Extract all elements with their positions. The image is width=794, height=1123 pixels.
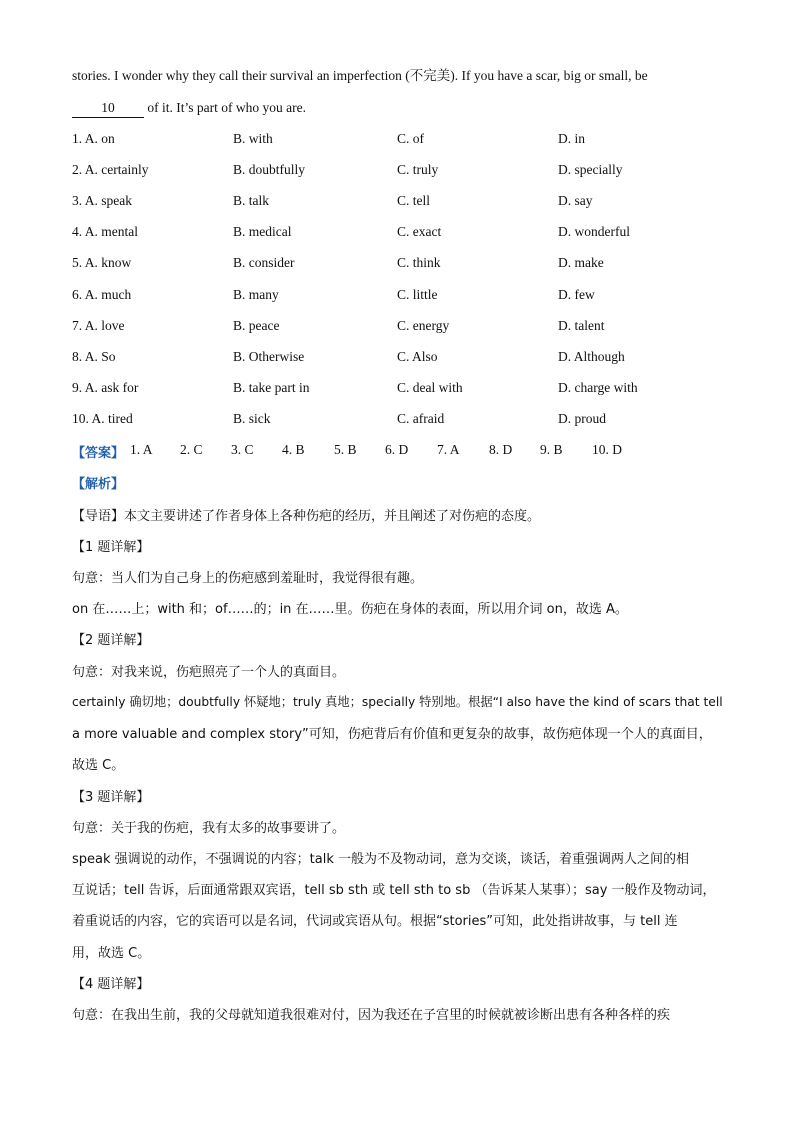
- option-b: B. Otherwise: [233, 349, 305, 364]
- option-c: C. little: [397, 287, 438, 302]
- question-row: [72, 224, 732, 242]
- option-c: C. tell: [397, 193, 430, 208]
- option-d: D. proud: [558, 411, 606, 426]
- answer-item: 10. D: [592, 442, 622, 457]
- option-d: D. say: [558, 193, 593, 208]
- option-c: C. afraid: [397, 411, 445, 426]
- option-a: 6. A. much: [72, 287, 132, 302]
- answer-item: 9. B: [540, 442, 563, 457]
- q3-explanation-line: 用，故选 C。: [72, 946, 151, 961]
- q4-meaning: 句意：在我出生前，我的父母就知道我很难对付，因为我还在子宫里的时候就被诊断出患有各种各样的疾: [72, 1008, 671, 1023]
- option-b: B. consider: [233, 255, 295, 270]
- question-row: [72, 318, 732, 336]
- option-d: D. specially: [558, 162, 623, 177]
- q4-heading: 【4 题详解】: [72, 977, 150, 992]
- intro-paragraph: 【导语】本文主要讲述了作者身体上各种伤疤的经历，并且阐述了对伤疤的态度。: [72, 509, 541, 524]
- answer-item: 3. C: [231, 442, 254, 457]
- answer-item: 4. B: [282, 442, 305, 457]
- option-c: C. of: [397, 131, 424, 146]
- q3-heading: 【3 题详解】: [72, 790, 150, 805]
- answer-label: 【答案】: [72, 446, 125, 461]
- answer-item: 8. D: [489, 442, 513, 457]
- option-d: D. wonderful: [558, 224, 630, 239]
- option-b: B. medical: [233, 224, 292, 239]
- q1-explanation: on 在……上；with 和；of……的；in 在……里。伤疤在身体的表面，所以用介词 on，故选 A。: [72, 602, 628, 617]
- option-d: D. few: [558, 287, 595, 302]
- option-d: D. make: [558, 255, 604, 270]
- option-a: 2. A. certainly: [72, 162, 149, 177]
- q2-meaning: 句意：对我来说，伤疤照亮了一个人的真面目。: [72, 665, 346, 680]
- option-a: 1. A. on: [72, 131, 115, 146]
- passage-line-2: [72, 99, 306, 118]
- q2-explanation-line: 故选 C。: [72, 758, 125, 773]
- q3-explanation-line: 互说话；tell 告诉，后面通常跟双宾语，tell sb sth 或 tell sth to sb （告诉某人某事）；say 一般作及物动词，: [72, 883, 716, 898]
- q2-explanation-line: certainly 确切地；doubtfully 怀疑地；truly 真地；specially 特别地。根据“I also have the kind of scars that tell: [72, 695, 723, 709]
- option-b: B. many: [233, 287, 279, 302]
- question-row: [72, 193, 732, 211]
- q1-heading: 【1 题详解】: [72, 540, 150, 555]
- option-d: D. talent: [558, 318, 605, 333]
- q3-meaning: 句意：关于我的伤疤，我有太多的故事要讲了。: [72, 821, 346, 836]
- option-b: B. take part in: [233, 380, 310, 395]
- question-row: [72, 411, 732, 429]
- option-c: C. energy: [397, 318, 450, 333]
- option-c: C. exact: [397, 224, 442, 239]
- option-c: C. think: [397, 255, 441, 270]
- q2-heading: 【2 题详解】: [72, 633, 150, 648]
- answer-item: 2. C: [180, 442, 203, 457]
- option-d: D. in: [558, 131, 585, 146]
- question-row: [72, 255, 732, 273]
- question-row: [72, 162, 732, 180]
- option-d: D. charge with: [558, 380, 638, 395]
- answer-item: 5. B: [334, 442, 357, 457]
- option-b: B. with: [233, 131, 273, 146]
- option-b: B. doubtfully: [233, 162, 306, 177]
- question-row: [72, 380, 732, 398]
- question-row: [72, 131, 732, 149]
- passage-line-1: stories. I wonder why they call their survival an imperfection (不完美). If you have a scar, big or small, be: [72, 68, 648, 83]
- option-c: C. truly: [397, 162, 439, 177]
- blank-10: 10: [72, 99, 144, 118]
- answer-row: [72, 442, 732, 460]
- option-a: 5. A. know: [72, 255, 132, 270]
- question-row: [72, 287, 732, 305]
- option-a: 7. A. love: [72, 318, 125, 333]
- passage-line-2-rest: of it. It’s part of who you are.: [144, 100, 306, 115]
- option-b: B. talk: [233, 193, 269, 208]
- q2-explanation-line: a more valuable and complex story”可知，伤疤背后有价值和更复杂的故事，故伤疤体现一个人的真面目，: [72, 727, 712, 742]
- q1-meaning: 句意：当人们为自己身上的伤疤感到羞耻时，我觉得很有趣。: [72, 571, 424, 586]
- answer-item: 1. A: [130, 442, 153, 457]
- option-d: D. Although: [558, 349, 625, 364]
- analysis-heading: 【解析】: [72, 477, 125, 492]
- answer-item: 7. A: [437, 442, 460, 457]
- answer-item: 6. D: [385, 442, 409, 457]
- option-a: 4. A. mental: [72, 224, 138, 239]
- option-a: 10. A. tired: [72, 411, 133, 426]
- option-c: C. deal with: [397, 380, 463, 395]
- q3-explanation-line: speak 强调说的动作，不强调说的内容；talk 一般为不及物动词，意为交谈，谈话，着重强调两人之间的相: [72, 852, 689, 867]
- option-a: 3. A. speak: [72, 193, 132, 208]
- option-a: 9. A. ask for: [72, 380, 139, 395]
- option-b: B. peace: [233, 318, 280, 333]
- option-b: B. sick: [233, 411, 271, 426]
- option-c: C. Also: [397, 349, 438, 364]
- q3-explanation-line: 着重说话的内容，它的宾语可以是名词，代词或宾语从句。根据“stories”可知，此处指讲故事，与 tell 连: [72, 914, 678, 929]
- option-a: 8. A. So: [72, 349, 116, 364]
- question-row: [72, 349, 732, 367]
